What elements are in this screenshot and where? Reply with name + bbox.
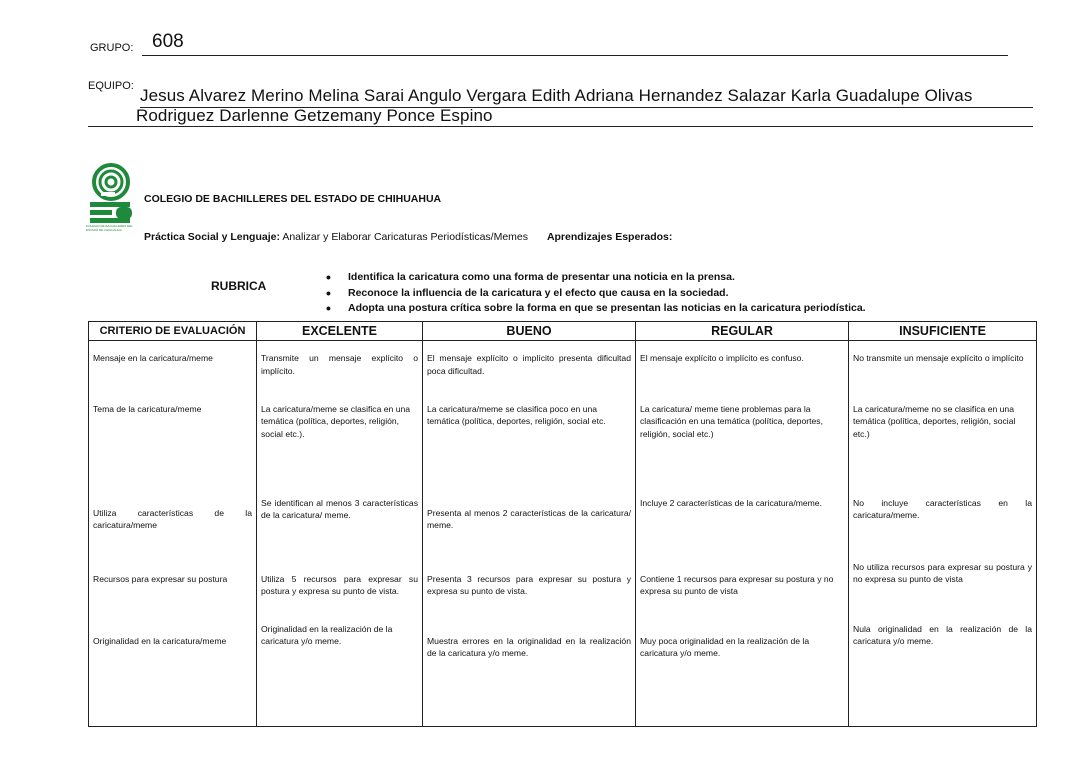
equipo-underline-2 (88, 126, 1033, 127)
rubrica-title: RUBRICA (211, 279, 267, 293)
excelente-cell: La caricatura/meme se clasifica en una temática (política, deportes, religión, social etc.). (257, 393, 423, 493)
criterio-cell: Originalidad en la caricatura/meme (89, 621, 257, 727)
bueno-cell: Muestra errores en la originalidad en la realización de la caricatura y/o meme. (423, 621, 636, 727)
college-logo (86, 162, 136, 234)
table-header-row (89, 322, 1037, 341)
criterio-cell: Recursos para expresar su postura (89, 557, 257, 621)
header-insuficiente: INSUFICIENTE (849, 322, 1037, 341)
excelente-cell: Transmite un mensaje explícito o implícito. (257, 341, 423, 393)
objectives-list (326, 270, 966, 317)
bueno-cell: La caricatura/meme se clasifica poco en una temática (política, deportes, religión, social etc. (423, 393, 636, 493)
regular-cell: Contiene 1 recursos para expresar su postura y no expresa su punto de vista (636, 557, 849, 621)
practice-line (144, 231, 672, 243)
insuficiente-cell: No incluye características en la caricatura/meme. (849, 493, 1037, 557)
equipo-label: EQUIPO: (88, 80, 134, 92)
regular-cell: El mensaje explícito o implícito es confuso. (636, 341, 849, 393)
insuficiente-cell: No transmite un mensaje explícito o implícito (849, 341, 1037, 393)
regular-cell: Muy poca originalidad en la realización de la caricatura y/o meme. (636, 621, 849, 727)
header-bueno: BUENO (423, 322, 636, 341)
rubric-table (88, 321, 1037, 727)
objective-item: • Identifica la caricatura como una forma de presentar una noticia en la prensa. (326, 270, 966, 286)
logo-caption: COLEGIO DE BACHILLERES DEL ESTADO DE CHIHUAHUA (86, 224, 133, 232)
objective-item: • Adopta una postura crítica sobre la forma en que se presentan las noticias en la caricatura periodística. (326, 301, 966, 317)
table-row (89, 493, 1037, 557)
insuficiente-cell: Nula originalidad en la realización de la caricatura y/o meme. (849, 621, 1037, 727)
college-name: COLEGIO DE BACHILLERES DEL ESTADO DE CHIHUAHUA (144, 193, 442, 205)
insuficiente-cell: No utiliza recursos para expresar su postura y no expresa su punto de vista (849, 557, 1037, 621)
table-row (89, 621, 1037, 727)
objective-item: • Reconoce la influencia de la caricatura y el efecto que causa en la sociedad. (326, 286, 966, 302)
bueno-cell: Presenta al menos 2 características de la caricatura/ meme. (423, 493, 636, 557)
bueno-cell: Presenta 3 recursos para expresar su postura y expresa su punto de vista. (423, 557, 636, 621)
regular-cell: Incluye 2 características de la caricatura/meme. (636, 493, 849, 557)
regular-cell: La caricatura/ meme tiene problemas para la clasificación en una temática (política, deportes, religión, social etc.) (636, 393, 849, 493)
grupo-label: GRUPO: (90, 42, 134, 54)
expected-learning-label: Aprendizajes Esperados: (546, 231, 673, 243)
header-criterio: CRITERIO DE EVALUACIÓN (89, 322, 257, 341)
excelente-cell: Se identifican al menos 3 características de la caricatura/ meme. (257, 493, 423, 557)
grupo-value: 608 (152, 31, 184, 52)
table-row (89, 393, 1037, 493)
criterio-cell: Utiliza características de la caricatura/meme (89, 493, 257, 557)
table-row (89, 557, 1037, 621)
table-row (89, 341, 1037, 393)
excelente-cell: Originalidad en la realización de la caricatura y/o meme. (257, 621, 423, 727)
criterio-cell: Tema de la caricatura/meme (89, 393, 257, 493)
excelente-cell: Utiliza 5 recursos para expresar su postura y expresa su punto de vista. (257, 557, 423, 621)
insuficiente-cell: La caricatura/meme no se clasifica en una temática (política, deportes, religión, social etc.) (849, 393, 1037, 493)
practice-label: Práctica Social y Lenguaje: (144, 231, 280, 243)
grupo-underline (142, 55, 1008, 56)
bueno-cell: El mensaje explícito o implícito presenta dificultad poca dificultad. (423, 341, 636, 393)
header-excelente: EXCELENTE (257, 322, 423, 341)
team-members-line-2: Rodriguez Darlenne Getzemany Ponce Espino (136, 106, 493, 125)
header-regular: REGULAR (636, 322, 849, 341)
team-members-line-1: Jesus Alvarez Merino Melina Sarai Angulo Vergara Edith Adriana Hernandez Salazar Karla Guadalupe Olivas (140, 86, 973, 105)
criterio-cell: Mensaje en la caricatura/meme (89, 341, 257, 393)
practice-value: Analizar y Elaborar Caricaturas Periodísticas/Memes (282, 231, 529, 243)
